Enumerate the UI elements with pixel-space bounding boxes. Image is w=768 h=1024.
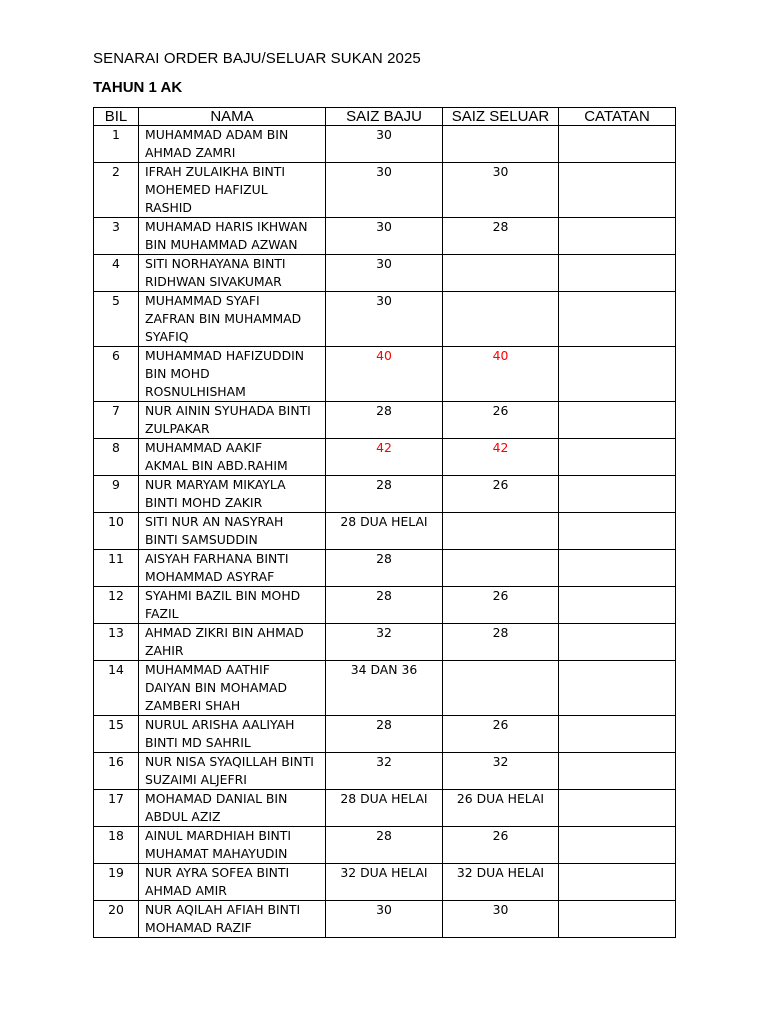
header-saiz-baju: SAIZ BAJU — [326, 108, 443, 126]
row-number: 4 — [94, 255, 139, 292]
shirt-size: 42 — [326, 439, 443, 476]
shirt-size: 30 — [326, 163, 443, 218]
shirt-size: 34 DAN 36 — [326, 661, 443, 716]
student-name-line: NUR AININ SYUHADA BINTI — [145, 403, 311, 418]
student-name-line: NUR MARYAM MIKAYLA — [145, 477, 286, 492]
notes-cell — [559, 218, 676, 255]
table-row — [94, 476, 676, 513]
student-name-line: MUHAMAT MAHAYUDIN — [145, 846, 288, 861]
notes-cell — [559, 513, 676, 550]
notes-cell — [559, 163, 676, 218]
pants-size — [443, 126, 559, 163]
student-name-line: NURUL ARISHA AALIYAH — [145, 717, 295, 732]
row-number: 13 — [94, 624, 139, 661]
table-row — [94, 218, 676, 255]
pants-size: 26 — [443, 587, 559, 624]
student-name-line: MUHAMAD HARIS IKHWAN — [145, 219, 308, 234]
student-name-line: SITI NUR AN NASYRAH — [145, 514, 284, 529]
student-name-line: AKMAL BIN ABD.RAHIM — [145, 458, 288, 473]
row-number: 5 — [94, 292, 139, 347]
table-row — [94, 827, 676, 864]
row-number: 15 — [94, 716, 139, 753]
student-name-line: MUHAMMAD AAKIF — [145, 440, 263, 455]
pants-size: 42 — [443, 439, 559, 476]
notes-cell — [559, 439, 676, 476]
student-name-line: SYAHMI BAZIL BIN MOHD — [145, 588, 301, 603]
student-name — [139, 827, 326, 864]
pants-size: 28 — [443, 218, 559, 255]
shirt-size: 28 — [326, 550, 443, 587]
shirt-size: 28 — [326, 827, 443, 864]
student-name-line: MOHAMAD RAZIF — [145, 920, 252, 935]
student-name — [139, 292, 326, 347]
pants-size — [443, 513, 559, 550]
notes-cell — [559, 255, 676, 292]
student-name-line: AINUL MARDHIAH BINTI — [145, 828, 291, 843]
student-name-line: FAZIL — [145, 606, 179, 621]
pants-size: 30 — [443, 163, 559, 218]
pants-size: 30 — [443, 901, 559, 938]
row-number: 11 — [94, 550, 139, 587]
table-row — [94, 661, 676, 716]
student-name — [139, 513, 326, 550]
student-name — [139, 716, 326, 753]
row-number: 16 — [94, 753, 139, 790]
class-heading: TAHUN 1 AK — [93, 79, 183, 96]
document-title: SENARAI ORDER BAJU/SELUAR SUKAN 2025 — [93, 50, 421, 67]
student-name — [139, 901, 326, 938]
table-row — [94, 624, 676, 661]
notes-cell — [559, 624, 676, 661]
student-name-line: ABDUL AZIZ — [145, 809, 221, 824]
student-name — [139, 218, 326, 255]
student-name — [139, 550, 326, 587]
student-name-line: NUR AYRA SOFEA BINTI — [145, 865, 290, 880]
student-name-line: ZAMBERI SHAH — [145, 698, 241, 713]
table-row — [94, 587, 676, 624]
pants-size: 26 — [443, 827, 559, 864]
row-number: 2 — [94, 163, 139, 218]
student-name-line: AHMAD ZIKRI BIN AHMAD — [145, 625, 304, 640]
row-number: 7 — [94, 402, 139, 439]
row-number: 14 — [94, 661, 139, 716]
student-name-line: NUR AQILAH AFIAH BINTI — [145, 902, 301, 917]
pants-size: 26 — [443, 476, 559, 513]
student-name-line: RASHID — [145, 200, 192, 215]
row-number: 19 — [94, 864, 139, 901]
row-number: 12 — [94, 587, 139, 624]
notes-cell — [559, 753, 676, 790]
shirt-size: 40 — [326, 347, 443, 402]
student-name-line: MOHEMED HAFIZUL — [145, 182, 268, 197]
student-name-line: BIN MUHAMMAD AZWAN — [145, 237, 298, 252]
pants-size — [443, 292, 559, 347]
table-row — [94, 716, 676, 753]
notes-cell — [559, 864, 676, 901]
student-name — [139, 864, 326, 901]
pants-size — [443, 255, 559, 292]
student-name — [139, 624, 326, 661]
row-number: 6 — [94, 347, 139, 402]
shirt-size: 30 — [326, 292, 443, 347]
shirt-size: 32 — [326, 753, 443, 790]
pants-size: 40 — [443, 347, 559, 402]
pants-size: 28 — [443, 624, 559, 661]
student-name-line: BIN MOHD — [145, 366, 210, 381]
student-name-line: BINTI MD SAHRIL — [145, 735, 251, 750]
student-name-line: BINTI MOHD ZAKIR — [145, 495, 263, 510]
row-number: 3 — [94, 218, 139, 255]
pants-size — [443, 550, 559, 587]
shirt-size: 30 — [326, 901, 443, 938]
student-name-line: AHMAD AMIR — [145, 883, 227, 898]
shirt-size: 32 DUA HELAI — [326, 864, 443, 901]
row-number: 1 — [94, 126, 139, 163]
notes-cell — [559, 402, 676, 439]
table-row — [94, 550, 676, 587]
table-row — [94, 901, 676, 938]
pants-size: 26 DUA HELAI — [443, 790, 559, 827]
order-table — [93, 107, 676, 938]
student-name-line: MUHAMMAD ADAM BIN — [145, 127, 289, 142]
table-row — [94, 126, 676, 163]
row-number: 10 — [94, 513, 139, 550]
student-name-line: NUR NISA SYAQILLAH BINTI — [145, 754, 314, 769]
table-header-row — [94, 108, 676, 126]
table-row — [94, 753, 676, 790]
pants-size — [443, 661, 559, 716]
header-catatan: CATATAN — [559, 108, 676, 126]
header-bil: BIL — [94, 108, 139, 126]
student-name-line: AHMAD ZAMRI — [145, 145, 236, 160]
student-name-line: RIDHWAN SIVAKUMAR — [145, 274, 282, 289]
notes-cell — [559, 126, 676, 163]
table-row — [94, 439, 676, 476]
notes-cell — [559, 347, 676, 402]
notes-cell — [559, 550, 676, 587]
shirt-size: 28 — [326, 716, 443, 753]
student-name — [139, 402, 326, 439]
shirt-size: 30 — [326, 126, 443, 163]
student-name-line: SITI NORHAYANA BINTI — [145, 256, 286, 271]
student-name — [139, 661, 326, 716]
shirt-size: 32 — [326, 624, 443, 661]
student-name — [139, 753, 326, 790]
notes-cell — [559, 587, 676, 624]
student-name — [139, 439, 326, 476]
student-name — [139, 790, 326, 827]
student-name-line: SUZAIMI ALJEFRI — [145, 772, 247, 787]
student-name-line: MUHAMMAD AATHIF — [145, 662, 270, 677]
student-name — [139, 587, 326, 624]
student-name — [139, 126, 326, 163]
student-name-line: MOHAMAD DANIAL BIN — [145, 791, 288, 806]
student-name-line: MOHAMMAD ASYRAF — [145, 569, 275, 584]
student-name-line: ZAHIR — [145, 643, 184, 658]
student-name-line: ZAFRAN BIN MUHAMMAD — [145, 311, 302, 326]
shirt-size: 30 — [326, 255, 443, 292]
student-name-line: ZULPAKAR — [145, 421, 210, 436]
notes-cell — [559, 790, 676, 827]
student-name — [139, 163, 326, 218]
pants-size: 32 DUA HELAI — [443, 864, 559, 901]
notes-cell — [559, 476, 676, 513]
table-row — [94, 790, 676, 827]
shirt-size: 28 — [326, 402, 443, 439]
shirt-size: 30 — [326, 218, 443, 255]
shirt-size: 28 DUA HELAI — [326, 513, 443, 550]
row-number: 9 — [94, 476, 139, 513]
header-saiz-seluar: SAIZ SELUAR — [443, 108, 559, 126]
student-name-line: ROSNULHISHAM — [145, 384, 246, 399]
student-name-line: SYAFIQ — [145, 329, 189, 344]
notes-cell — [559, 716, 676, 753]
pants-size: 26 — [443, 402, 559, 439]
student-name-line: AISYAH FARHANA BINTI — [145, 551, 289, 566]
row-number: 8 — [94, 439, 139, 476]
notes-cell — [559, 661, 676, 716]
student-name-line: DAIYAN BIN MOHAMAD — [145, 680, 288, 695]
table-body — [94, 126, 676, 938]
notes-cell — [559, 901, 676, 938]
student-name-line: MUHAMMAD SYAFI — [145, 293, 260, 308]
student-name-line: IFRAH ZULAIKHA BINTI — [145, 164, 285, 179]
row-number: 20 — [94, 901, 139, 938]
table-row — [94, 255, 676, 292]
row-number: 17 — [94, 790, 139, 827]
table-row — [94, 292, 676, 347]
header-nama: NAMA — [139, 108, 326, 126]
pants-size: 32 — [443, 753, 559, 790]
shirt-size: 28 DUA HELAI — [326, 790, 443, 827]
notes-cell — [559, 827, 676, 864]
notes-cell — [559, 292, 676, 347]
row-number: 18 — [94, 827, 139, 864]
student-name-line: BINTI SAMSUDDIN — [145, 532, 258, 547]
table-row — [94, 864, 676, 901]
student-name — [139, 255, 326, 292]
student-name-line: MUHAMMAD HAFIZUDDIN — [145, 348, 305, 363]
student-name — [139, 347, 326, 402]
student-name — [139, 476, 326, 513]
table-row — [94, 163, 676, 218]
pants-size: 26 — [443, 716, 559, 753]
table-row — [94, 513, 676, 550]
shirt-size: 28 — [326, 587, 443, 624]
table-row — [94, 347, 676, 402]
shirt-size: 28 — [326, 476, 443, 513]
table-row — [94, 402, 676, 439]
